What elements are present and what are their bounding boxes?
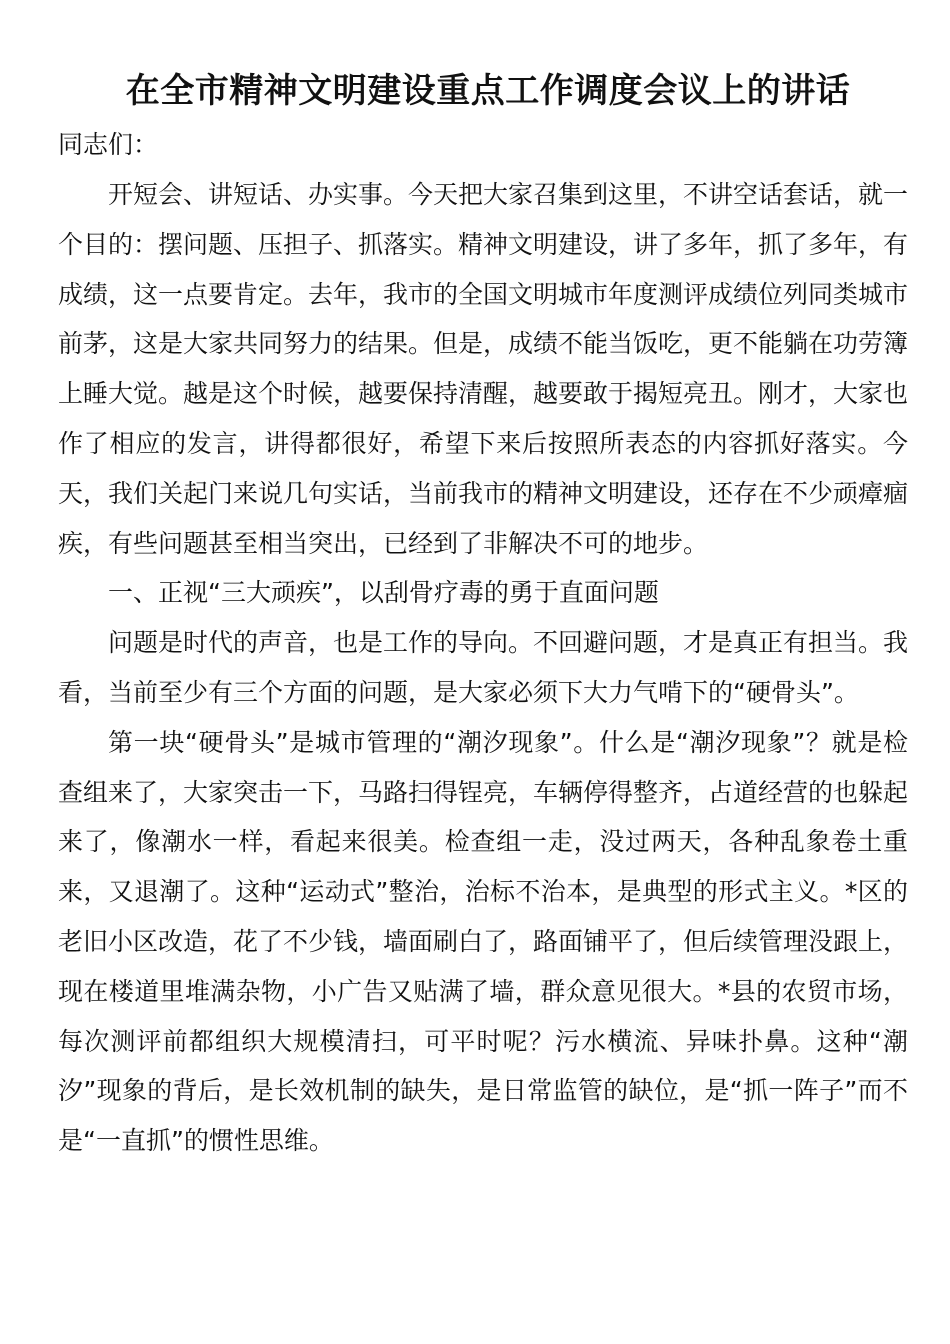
document-title: 在全市精神文明建设重点工作调度会议上的讲话	[125, 71, 851, 111]
salutation: 同志们：	[58, 130, 159, 159]
section-heading: 一、正视“三大顽疾”，以刮骨疗毒的勇于直面问题	[108, 578, 659, 608]
section-paragraph-2: 第一块“硬骨头”是城市管理的“潮汐现象”。什么是“潮汐现象”？就是检查组来了，大家突击一下，马路扫得锃亮，车辆停得整齐，占道经营的也躲起来了，像潮水一样，看起来很美。检查组一走，没过两天，各种乱象卷土重来，又退潮了。这种“运动式”整治，治标不治本，是典型的形式主义。*区的老旧小区改造，花了不少钱，墙面刷白了，路面铺平了，但后续管理没跟上，现在楼道里堆满杂物，小广告又贴满了墙，群众意见很大。*县的农贸市场，每次测评前都组织大规模清扫，可平时呢？污水横流、异味扑鼻。这种“潮汐”现象的背后，是长效机制的缺失，是日常监管的缺位，是“抓一阵子”而不是“一直抓”的惯性思维。	[58, 727, 909, 1156]
intro-paragraph: 开短会、讲短话、办实事。今天把大家召集到这里，不讲空话套话，就一个目的：摆问题、压担子、抓落实。精神文明建设，讲了多年，抓了多年，有成绩，这一点要肯定。去年，我市的全国文明城市年度测评成绩位列同类城市前茅，这是大家共同努力的结果。但是，成绩不能当饭吃，更不能躺在功劳簿上睡大觉。越是这个时候，越要保持清醒，越要敢于揭短亮丑。刚才，大家也作了相应的发言，讲得都很好，希望下来后按照所表态的内容抓好落实。今天，我们关起门来说几句实话，当前我市的精神文明建设，还存在不少顽瘴痼疾，有些问题甚至相当突出，已经到了非解决不可的地步。	[58, 180, 909, 558]
document-page	[58, 62, 908, 1166]
section-paragraph-1: 问题是时代的声音，也是工作的导向。不回避问题，才是真正有担当。我看，当前至少有三个方面的问题，是大家必须下大力气啃下的“硬骨头”。	[58, 628, 909, 707]
